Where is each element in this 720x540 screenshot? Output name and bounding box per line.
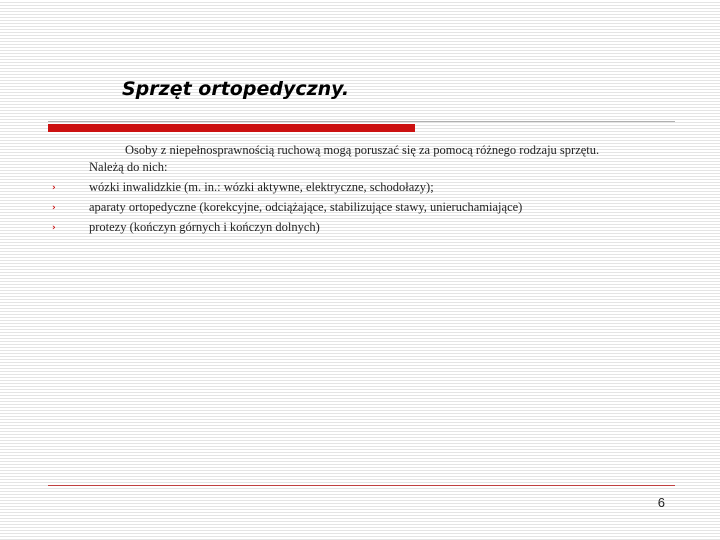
list-item: protezy (kończyn górnych i kończyn dolnych) <box>89 220 320 234</box>
slide-title: Sprzęt ortopedyczny. <box>122 78 350 100</box>
chevron-right-icon: › <box>52 183 56 193</box>
accent-bar <box>48 124 415 132</box>
list-item: aparaty ortopedyczne (korekcyjne, odciążające, stabilizujące stawy, unieruchamiające) <box>89 200 523 214</box>
intro-text-line-1: Osoby z niepełnosprawnością ruchową mogą poruszać się za pomocą różnego rodzaju sprzętu. <box>125 143 600 157</box>
chevron-right-icon: › <box>52 223 56 233</box>
footer-divider <box>48 485 675 486</box>
intro-text-line-2: Należą do nich: <box>89 160 168 174</box>
list-item: wózki inwalidzkie (m. in.: wózki aktywne, elektryczne, schodołazy); <box>89 180 434 194</box>
page-number: 6 <box>657 495 665 510</box>
title-divider <box>48 121 675 122</box>
chevron-right-icon: › <box>52 203 56 213</box>
